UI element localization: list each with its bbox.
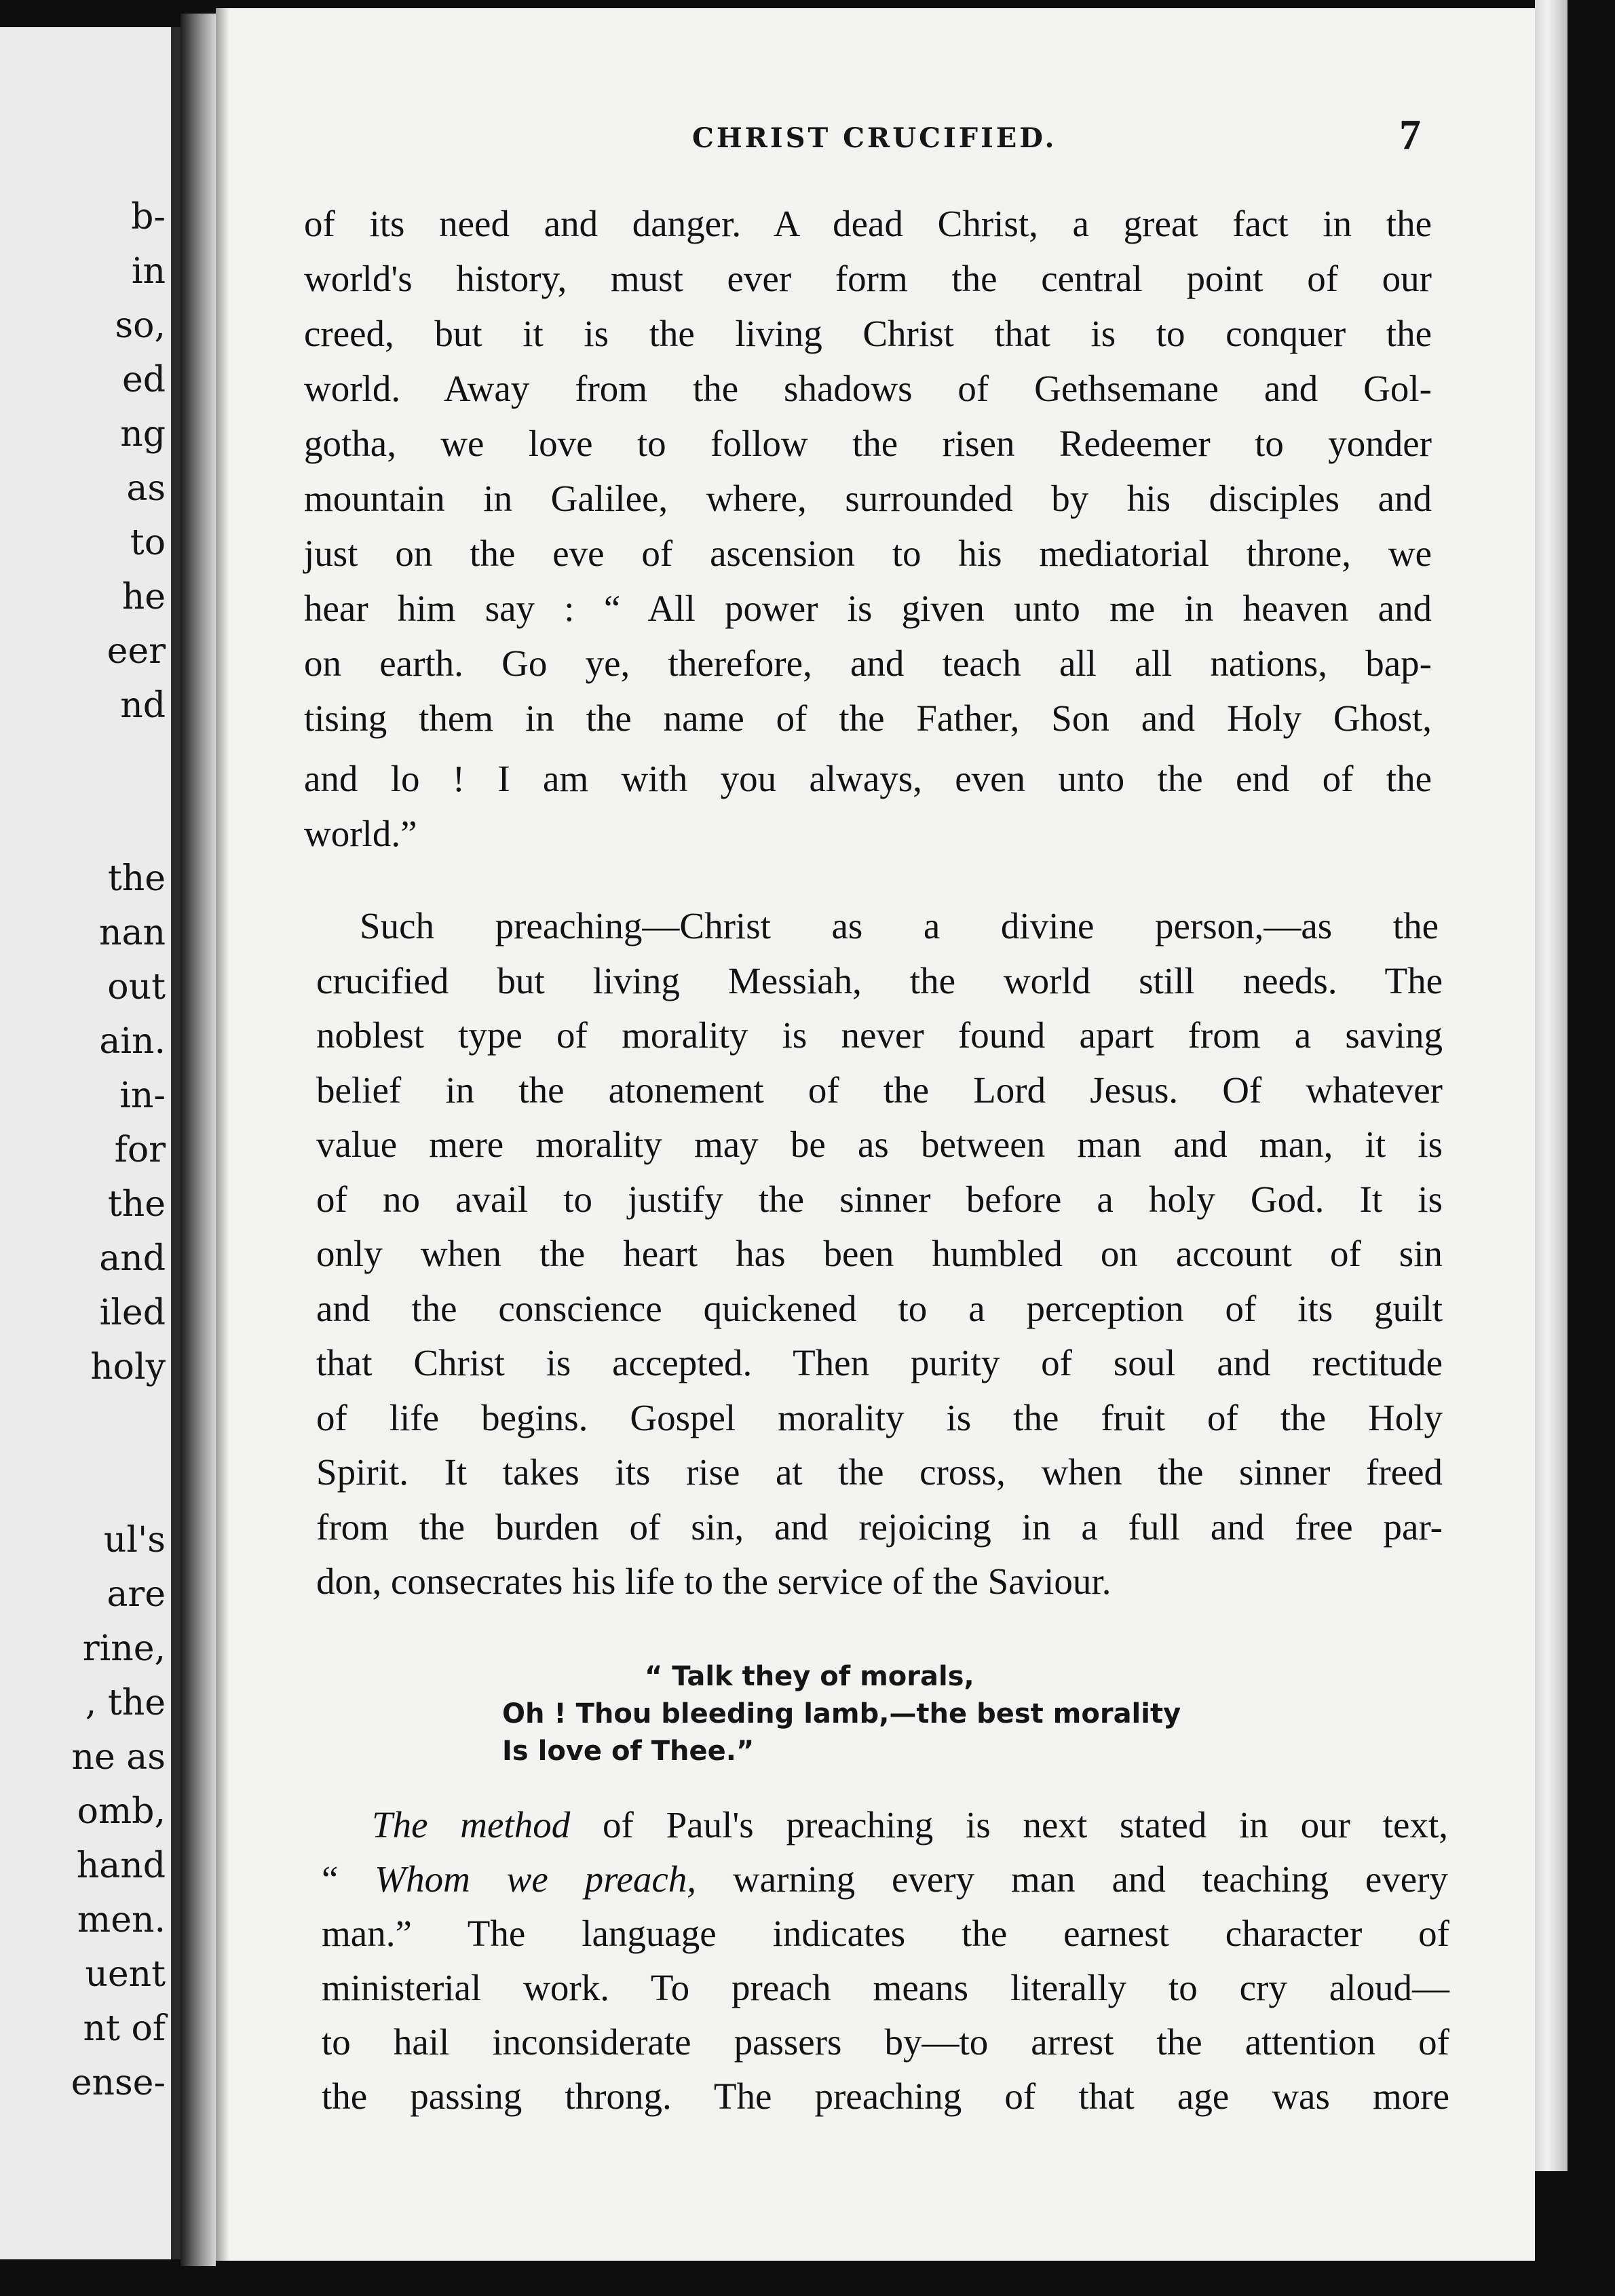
- text-line: to hail inconsiderate passers by—to arrest the attention of: [322, 2021, 1449, 2063]
- left-page-fragment: he: [121, 577, 166, 617]
- left-page-fragment: ul's: [103, 1520, 166, 1561]
- left-page-fragment: ne as: [71, 1737, 166, 1778]
- text-line: that Christ is accepted. Then purity of soul and rectitude: [316, 1342, 1443, 1383]
- left-page-fragment: hand: [76, 1845, 166, 1886]
- left-page-fragment: nd: [120, 685, 166, 726]
- left-page-fragment: nan: [99, 913, 166, 953]
- text-line: belief in the atonement of the Lord Jesus. Of whatever: [316, 1069, 1443, 1111]
- left-page-fragment: so,: [115, 305, 166, 346]
- text-line: and the conscience quickened to a perception of its guilt: [316, 1287, 1443, 1329]
- text-line: noblest type of morality is never found apart from a saving: [316, 1014, 1443, 1056]
- text-line: world. Away from the shadows of Gethsemane and Gol-: [304, 368, 1432, 409]
- text-line: value mere morality may be as between man and man, it is: [316, 1124, 1443, 1165]
- left-page-fragment: are: [107, 1574, 166, 1615]
- text-line: mountain in Galilee, where, surrounded by his disciples and: [304, 478, 1432, 519]
- book-gutter: [180, 14, 216, 2266]
- left-page-fragment: to: [130, 522, 166, 563]
- left-page-fragment: iled: [99, 1293, 166, 1333]
- italic-lead: The method: [372, 1804, 571, 1845]
- text-line: of life begins. Gospel morality is the fruit of the Holy: [316, 1396, 1443, 1438]
- left-page-fragment: ng: [120, 414, 166, 455]
- page-edge: [1535, 0, 1568, 2171]
- text-line: just on the eve of ascension to his mediatorial throne, we: [304, 533, 1432, 574]
- left-page-fragment: b-: [131, 197, 166, 237]
- text-line: world.”: [304, 813, 417, 854]
- left-page-fragment: holy: [90, 1347, 166, 1388]
- left-page-fragment: the: [107, 858, 166, 899]
- text-line: of its need and danger. A dead Christ, a great fact in the: [304, 203, 1432, 244]
- quote-line: Is love of Thee.”: [502, 1736, 755, 1767]
- text-line: hear him say : “ All power is given unto me in heaven and: [304, 588, 1432, 629]
- left-facing-page: [0, 27, 180, 2259]
- text-line: tising them in the name of the Father, Son and Holy Ghost,: [304, 697, 1432, 739]
- text-line: world's history, must ever form the central point of our: [304, 258, 1432, 299]
- text-line: don, consecrates his life to the service of the Saviour.: [316, 1561, 1112, 1602]
- left-page-fragment: ense-: [71, 2063, 166, 2103]
- left-page-fragment: as: [126, 468, 166, 509]
- left-page-fragment: , the: [85, 1683, 166, 1723]
- left-page-fragment: ed: [121, 360, 166, 400]
- text-line: man.” The language indicates the earnest character of: [322, 1913, 1449, 1954]
- text-line: of no avail to justify the sinner before a holy God. It is: [316, 1178, 1443, 1220]
- text-line: ministerial work. To preach means literally to cry aloud—: [322, 1967, 1449, 2008]
- text-line: from the burden of sin, and rejoicing in a full and free par-: [316, 1506, 1443, 1548]
- text-line: crucified but living Messiah, the world still needs. The: [316, 959, 1443, 1001]
- left-page-fragment: the: [107, 1184, 166, 1225]
- line-rest: warning every man and teaching every: [696, 1858, 1448, 1900]
- text-line: only when the heart has been humbled on account of sin: [316, 1233, 1443, 1274]
- text-line: creed, but it is the living Christ that is to conquer the: [304, 313, 1432, 354]
- text-line: on earth. Go ye, therefore, and teach all all nations, bap-: [304, 643, 1432, 684]
- left-page-fragment: in-: [119, 1075, 166, 1116]
- left-page-fragment: eer: [107, 631, 166, 672]
- text-line: Spirit. It takes its rise at the cross, when the sinner freed: [316, 1451, 1443, 1493]
- text-line: [372, 1798, 1448, 1852]
- left-page-fragment: out: [107, 967, 166, 1008]
- quote-line: Oh ! Thou bleeding lamb,—the best morality: [502, 1698, 1181, 1729]
- line-rest: of Paul's preaching is next stated in our text,: [570, 1804, 1448, 1845]
- left-page-fragment: ain.: [99, 1021, 166, 1062]
- left-page-fragment: in: [131, 251, 166, 292]
- text-line: [322, 1852, 1448, 1907]
- left-page-fragment: omb,: [77, 1791, 166, 1832]
- left-page-fragment: men.: [77, 1900, 166, 1940]
- italic-quote: Whom we preach,: [375, 1858, 697, 1900]
- page-number: 7: [1399, 111, 1421, 159]
- text-line: the passing throng. The preaching of that age was more: [322, 2075, 1449, 2117]
- gutter-shadow: [216, 8, 229, 2261]
- left-page-fragment: for: [114, 1130, 166, 1170]
- running-head: CHRIST CRUCIFIED.: [692, 122, 1057, 154]
- text-line: gotha, we love to follow the risen Redeemer to yonder: [304, 423, 1432, 464]
- open-quote: “: [322, 1858, 375, 1900]
- left-page-fragment: rine,: [82, 1628, 166, 1669]
- left-page-fragment: nt of: [83, 2008, 166, 2049]
- left-page-fragment: and: [99, 1238, 166, 1279]
- text-line: and lo ! I am with you always, even unto the end of the: [304, 758, 1432, 799]
- left-page-fragment: uent: [85, 1954, 166, 1995]
- text-line: Such preaching—Christ as a divine person,—as the: [360, 905, 1439, 946]
- quote-line: “ Talk they of morals,: [645, 1661, 974, 1692]
